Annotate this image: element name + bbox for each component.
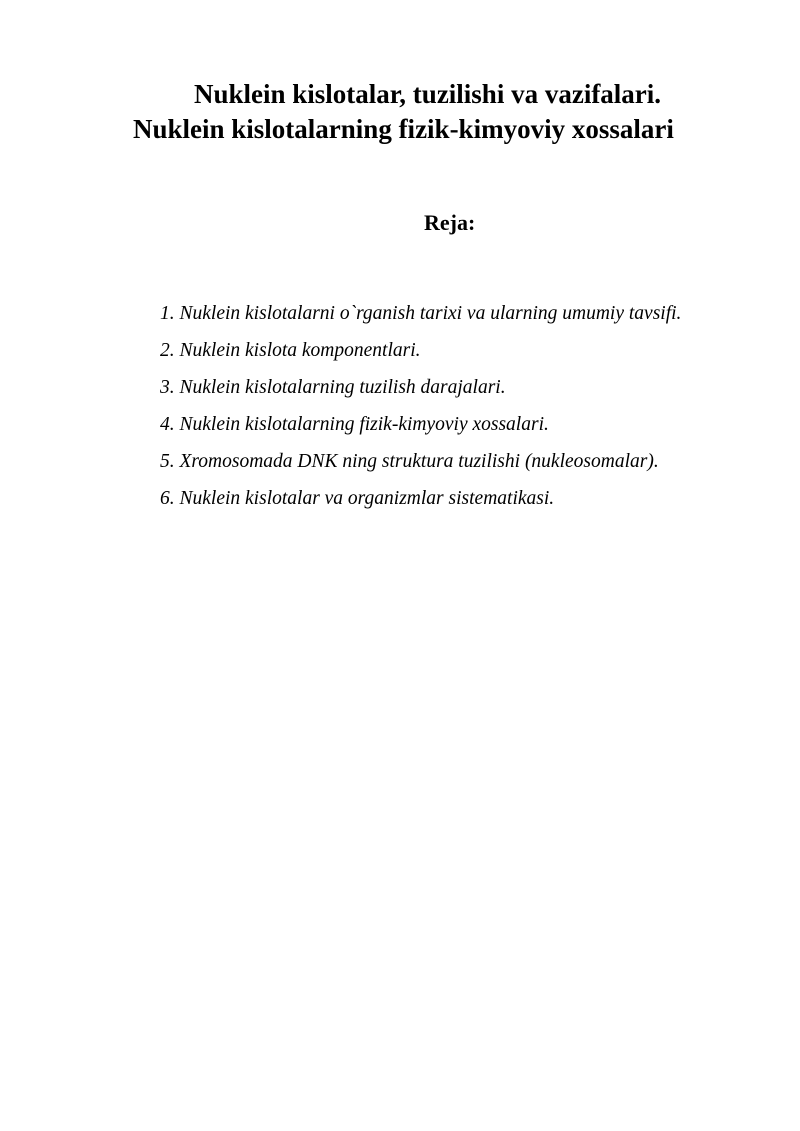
- plan-heading: Reja:: [424, 210, 476, 235]
- plan-item-5: 5. Xromosomada DNK ning struktura tuzilishi (nukleosomalar).: [160, 451, 659, 472]
- plan-list: [160, 302, 681, 524]
- plan-item-3: 3. Nuklein kislotalarning tuzilish darajalari.: [160, 377, 506, 398]
- document-title-line-1: Nuklein kislotalar, tuzilishi va vazifalari.: [194, 79, 662, 109]
- document-title-line-2: Nuklein kislotalarning fizik-kimyoviy xossalari: [133, 114, 674, 144]
- plan-item-6: 6. Nuklein kislotalar va organizmlar sistematikasi.: [160, 488, 555, 509]
- plan-item-1: 1. Nuklein kislotalarni o`rganish tarixi va ularning umumiy tavsifi.: [160, 303, 682, 324]
- plan-item-4: 4. Nuklein kislotalarning fizik-kimyoviy xossalari.: [160, 414, 549, 435]
- plan-item-2: 2. Nuklein kislota komponentlari.: [160, 340, 421, 361]
